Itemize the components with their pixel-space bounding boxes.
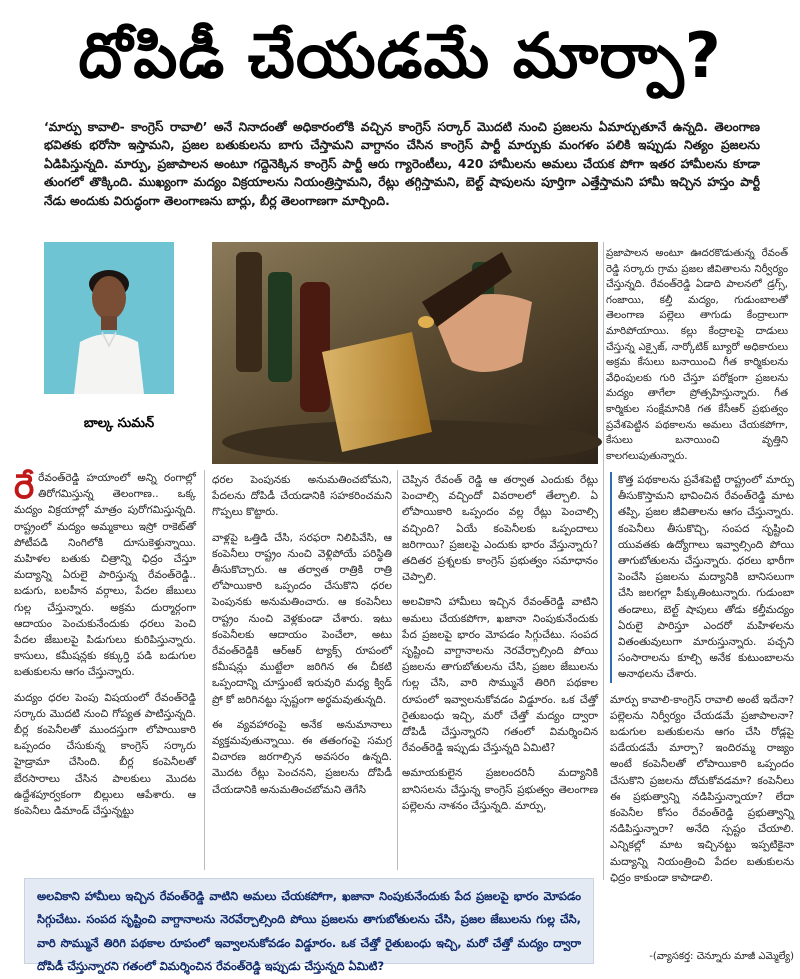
right-column-top: ప్రజాపాలన అంటూ ఊదరకొడుతున్న రేవంత్ రెడ్డి సర్కారు గ్రామ ప్రజల జీవితాలను నిర్వీర్యం చేస్తున్నది. రేవంత్‌రెడ్డి ఏడాది పాలనలో డ్రగ్స్, గంజాయి, కల్తీ మద్యం, గుడుంబాలతో తెలంగాణ పల్లెలు తాగుడు కేంద్రాలుగా మారిపోయాయి. కల్లు కేంద్రాలపై దాడులు చేస్తున్న ఎక్సైజ్, నార్కోటిక్ బ్యూరో అధికారులు అక్రమ కేసులు బనాయించి గీత కార్మికులను వేధింపులకు గురి చేస్తూ పరోక్షంగా ప్రజలను మద్యం తాగేలా ప్రోత్సహిస్తున్నారు. గీత కార్మికుల సంక్షేమానికి గత కేసీఆర్ ప్రభుత్వం ప్రవేశపెట్టిన పథకాలను అమలు చేయకపోగా, కేసులు బనాయించి వృత్తిని కాలగలుపుతున్నారు. xyxy=(606,248,788,462)
paragraph: వాళ్లపై ఒత్తిడి చేసి, సరఫరా నిలిపివేసి, ఆ కంపెనీలు రాష్ట్రం నుంచి వెళ్లిపోయే పరిస్థితి తీసుకొచ్చారు. ఆ తర్వాత రాత్రికి రాత్రి లోపాయికారి ఒప్పందం చేసుకొని ధరల పెంపునకు అనుమతించారు. ఆ కంపెనీలు రాష్ట్రం నుంచి వెళ్లకుండా చేశారు. ఇటు కంపెనీలకు ఆదాయం పెంచేలా, అటు రేవంత్‌రెడ్డికి ఆర్ఆర్ ట్యాక్స్ రూపంలో కమీషన్లు ముట్టేలా జరిగిన ఈ చీకటి ఒప్పందాన్ని చూస్తుంటే ఇరువురి మధ్య క్విడ్ ప్రో కో జరిగినట్టు స్పష్టంగా అర్థమవుతున్నది. xyxy=(212,531,392,706)
column-3 xyxy=(402,472,598,870)
liquor-pouring-photo xyxy=(212,242,598,464)
headline: దోపిడీ చేయడమే మార్పా? xyxy=(78,19,722,92)
paragraph: మార్పు కావాలి-కాంగ్రెస్ రావాలి అంటే ఇదేనా? పల్లెలను నిర్వీర్యం చేయడమే ప్రజాపాలనా? బడుగుల బతుకులను ఆగం చేసి రోడ్లపై పడేయడమే మార్పా? ఇందిరమ్మ రాజ్యం అంటే కంపెనీలతో లోపాయికారి ఒప్పందం చేసుకొని ప్రజలను దోచుకోవడమా? కంపెనీలు ఈ ప్రభుత్వాన్ని నడిపిస్తున్నాయా? లేదా కంపెనీల కోసం రేవంత్‌రెడ్డి ప్రభుత్వాన్ని నడిపిస్తున్నారా? అనేది స్పష్టం చేయాలి. ఎన్నికల్లో మాట ఇచ్చినట్టు ఇప్పటికైనా మద్యాన్ని నియంత్రించి పేదల బతుకులను ఛిద్రం కాకుండా కాపాడాలి. xyxy=(610,693,794,884)
column-divider xyxy=(397,470,398,870)
column-divider xyxy=(204,470,205,870)
intro-paragraph: ‘మార్పు కావాలి- కాంగ్రెస్ రావాలి’ అనే నినాదంతో అధికారంలోకి వచ్చిన కాంగ్రెస్ సర్కార్ మొదటి నుంచి ప్రజలను ఏమార్చుతూనే ఉన్నది. తెలంగాణ భవితకు భరోసా ఇస్తామని, ప్రజల బతుకులను బాగు చేస్తామని వాగ్దానం చేసిన కాంగ్రెస్ పార్టీ మార్పుకు మంగళం పలికి ఇప్పుడు నిత్యం ప్రజలను ఏడిపిస్తున్నది. మార్పు, ప్రజాపాలన అంటూ గద్దెనెక్కిన కాంగ్రెస్ పార్టీ ఆరు గ్యారెంటీలు, 420 హామీలను అమలు చేయక పోగా ఇతర హామీలను కూడా తుంగలో తొక్కింది. ముఖ్యంగా మద్యం విక్రయాలను నియంత్రిస్తామని, రేట్లు తగ్గిస్తామని, బెల్ట్ షాపులను పూర్తిగా ఎత్తేస్తామని హామీ ఇచ్చిన హస్తం పార్టీ నేడు అందుకు విరుద్ధంగా తెలంగాణను బార్లు, బీర్ల తెలంగాణగా మార్చింది. xyxy=(44,120,760,208)
author-photo xyxy=(44,242,174,394)
paragraph: అమాయకులైన ప్రజలందరినీ మద్యానికి బానిసలను చేస్తున్న కాంగ్రెస్ ప్రభుత్వం తెలంగాణ పల్లెలను నాశనం చేస్తున్నది. మార్పు, xyxy=(402,767,598,812)
paragraph: కొత్త పథకాలను ప్రవేశపెట్టి రాష్ట్రంలో మార్పు తీసుకొస్తామని భావించిన రేవంత్‌రెడ్డి మాట తప్పి, ప్రజల జీవితాలను ఆగం చేస్తున్నారు. కంపెనీలు తీసుకొచ్చి, సంపద సృష్టించి యువతకు ఉద్యోగాలు ఇవ్వాల్సింది పోయి తాగుబోతులను చేస్తున్నారు. ధరలు భారీగా పెంచేసి ప్రజలను మద్యానికి బానిసలుగా చేసి జలగల్లా పీక్కుతింటున్నారు. గుడుంబా తండాలు, బెల్ట్ షాపులు తోడు కల్తీమద్యం ఏరులై పారిస్తూ ఎందరో మహిళలను వితంతువులుగా మారుస్తున్నారు. పచ్చని సంసారాలను కూల్చి అనేక కుటుంబాలను అనాథలను చేశారు. xyxy=(610,472,794,683)
column-divider xyxy=(603,242,604,880)
paragraph: మద్యం ధరల పెంపు విషయంలో రేవంత్‌రెడ్డి సర్కారు మొదటి నుంచి గోప్యత పాటిస్తున్నది. బీర్ల కంపెనీలతో ముందస్తుగా లోపాయికారి ఒప్పందం చేసుకున్న కాంగ్రెస్ సర్కారు హైడ్రామా చేసింది. బీర్ల కంపెనీలతో బేరసారాలు చేసిన పాలకులు మొదట ఉద్దేశపూర్వకంగా బిల్లులు ఆపేశారు. ఆ కంపెనీలు డిమాండ్ చేస్తున్నట్టు xyxy=(14,691,196,818)
column-2 xyxy=(212,472,392,870)
paragraph: ధరల పెంపునకు అనుమతించబోమని, పేదలను దోపిడీ చేయడానికి సహకరించమని గొప్పలు కొట్టారు. xyxy=(212,474,392,519)
paragraph: ఈ వ్యవహారంపై అనేక అనుమానాలు వ్యక్తమవుతున్నాయి. ఈ తతంగంపై సమగ్ర విచారణ జరగాల్సిన అవసరం ఉన్నది. మొదట రేట్లు పెంచనని, ప్రజలను దోపిడీ చేయడానికి అనుమతించబోమని తెగేసి xyxy=(212,718,392,796)
pull-quote xyxy=(24,878,594,974)
paragraph-text: రేవంత్‌రెడ్డి హయాంలో అన్ని రంగాల్లో తిరోగమిస్తున్న తెలంగాణ.. ఒక్క మద్యం విక్రయాల్లో మాత్రం పురోగమిస్తున్నది. రాష్ట్రంలో మద్యం అమ్మకాలు ఇస్రో రాకెట్‌తో పోటీపడి నింగిలోకి దూసుకెళ్తున్నాయి. మహిళల బతుకు చిత్రాన్ని ఛిద్రం చేస్తూ మద్యాన్ని ఏరులై పారిస్తున్న రేవంత్‌రెడ్డి.. బడుగు, బలహీన వర్గాలు, పేదల జేబులు గుల్ల చేస్తున్నారు. అక్రమ దుర్మార్గంగా ఆదాయం పెంచుకునేందుకు ధరలు పెంచి పేదల జేబులపై పిడుగులు కురిపిస్తున్నారు. కాసులు, కమీషన్లకు కక్కుర్తి పడి బడుగుల బతుకులను ఆగం చేస్తున్నారు. xyxy=(14,472,196,679)
column-1 xyxy=(14,467,196,870)
author-portrait-image xyxy=(74,254,144,394)
pull-quote-text: అలవికాని హామీలు ఇచ్చిన రేవంత్‌రెడ్డి వాటిని అమలు చేయకపోగా, ఖజానా నింపుకునేందుకు పేద ప్రజలపై భారం మోపడం సిగ్గుచేటు. సంపద సృష్టించి వాగ్దానాలను నెరవేర్చాల్సింది పోయి ప్రజలను తాగుబోతులను చేసి, ప్రజల జేబులను గుల్ల చేసి, వారి సొమ్మునే తిరిగి పథకాల రూపంలో ఇవ్వాలనుకోవడం విడ్డూరం. ఒక చేత్తో రైతుబంధు ఇచ్చి, మరో చేత్తో మద్యం ద్వారా దోపిడీ చేస్తున్నారని గతంలో విమర్శించిన రేవంత్‌రెడ్డి ఇప్పుడు చేస్తున్నది ఏమిటి? xyxy=(37,889,581,974)
author-byline: బాల్క సుమన్ xyxy=(83,416,155,431)
paragraph xyxy=(14,467,196,681)
author-note: -(వ్యాసకర్త: చెన్నూరు మాజీ ఎమ్మెల్యే) xyxy=(649,951,794,962)
liquor-pouring-image xyxy=(212,242,598,464)
column-4 xyxy=(610,472,794,884)
paragraph: అలవికాని హామీలు ఇచ్చిన రేవంత్‌రెడ్డి వాటిని అమలు చేయకపోగా, ఖజానా నింపుకునేందుకు పేద ప్రజలపై భారం మోపడం సిగ్గుచేటు. సంపద సృష్టించి వాగ్దానాలను నెరవేర్చాల్సింది పోయి ప్రజలను తాగుబోతులను చేసి, ప్రజల జేబులను గుల్ల చేసి, వారి సొమ్మునే తిరిగి పథకాల రూపంలో ఇవ్వాలనుకోవడం విడ్డూరం. ఒక చేత్తో రైతుబంధు ఇచ్చి, మరో చేత్తో మద్యం ద్వారా దోపిడీ చేస్తున్నారని గతంలో విమర్శించిన రేవంత్‌రెడ్డి ఇప్పుడు చేస్తున్నది ఏమిటి? xyxy=(402,596,598,755)
drop-cap: రే xyxy=(14,467,35,507)
paragraph: చెప్పిన రేవంత్ రెడ్డి ఆ తర్వాత ఎందుకు రేట్లు పెంచాల్సి వచ్చిందో వివరాలలో తేల్చాలి. ఏ లోపాయికారి ఒప్పందం వల్ల రేట్లు పెంచాల్సి వచ్చింది? ఏయే కంపెనీలకు ఒప్పందాలు జరిగాయి? ప్రజలపై ఎందుకు భారం వేస్తున్నారు? తదితర ప్రశ్నలకు కాంగ్రెస్ ప్రభుత్వం సమాధానం చెప్పాలి. xyxy=(402,474,598,584)
